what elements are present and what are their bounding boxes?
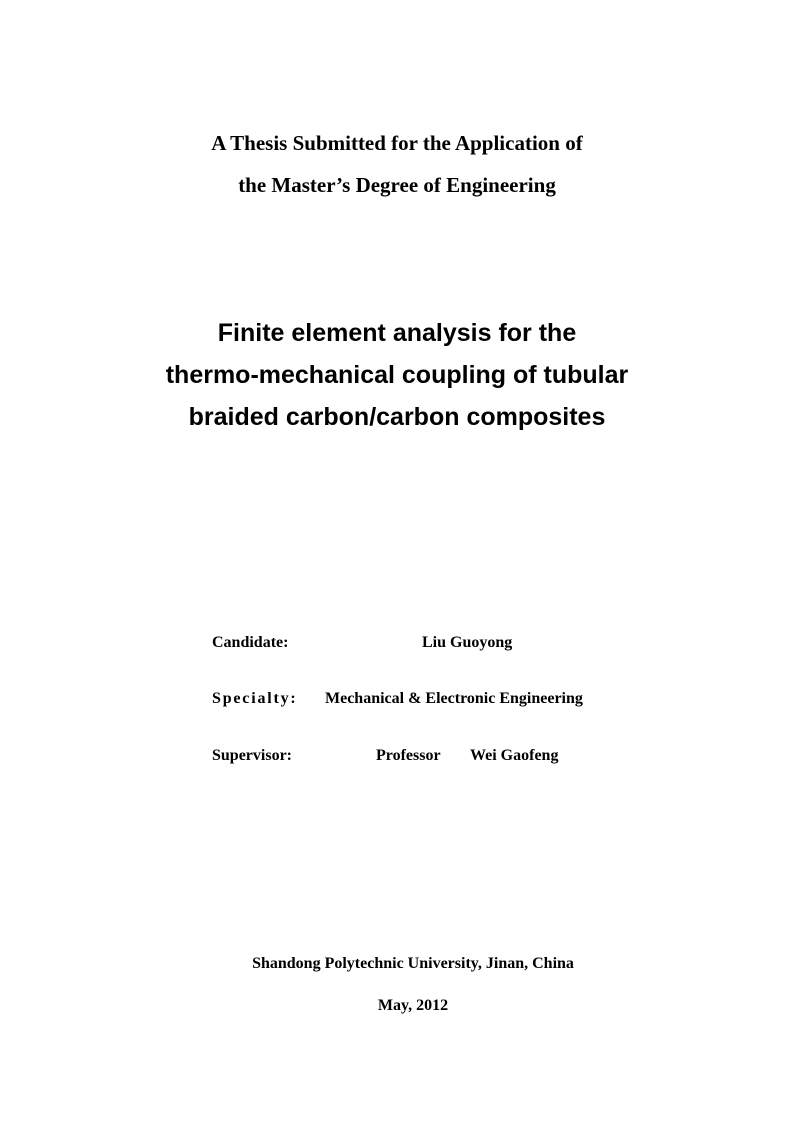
supervisor-label: Supervisor:	[212, 747, 292, 764]
candidate-label: Candidate:	[212, 634, 289, 651]
supervisor-title: Professor	[376, 747, 441, 764]
thesis-title-line-1: Finite element analysis for the	[217, 319, 577, 347]
degree-statement-line-2: the Master’s Degree of Engineering	[238, 173, 556, 197]
thesis-title-line-3: braided carbon/carbon composites	[188, 403, 606, 431]
supervisor-name: Wei Gaofeng	[470, 747, 559, 764]
thesis-title-line-2: thermo-mechanical coupling of tubular	[165, 361, 629, 389]
date-line: May, 2012	[377, 997, 449, 1014]
university-line: Shandong Polytechnic University, Jinan, China	[252, 955, 574, 972]
specialty-label: Specialty:	[212, 690, 298, 707]
degree-statement-line-1: A Thesis Submitted for the Application of	[211, 131, 583, 155]
specialty-value: Mechanical & Electronic Engineering	[325, 690, 583, 707]
candidate-name: Liu Guoyong	[422, 634, 513, 651]
